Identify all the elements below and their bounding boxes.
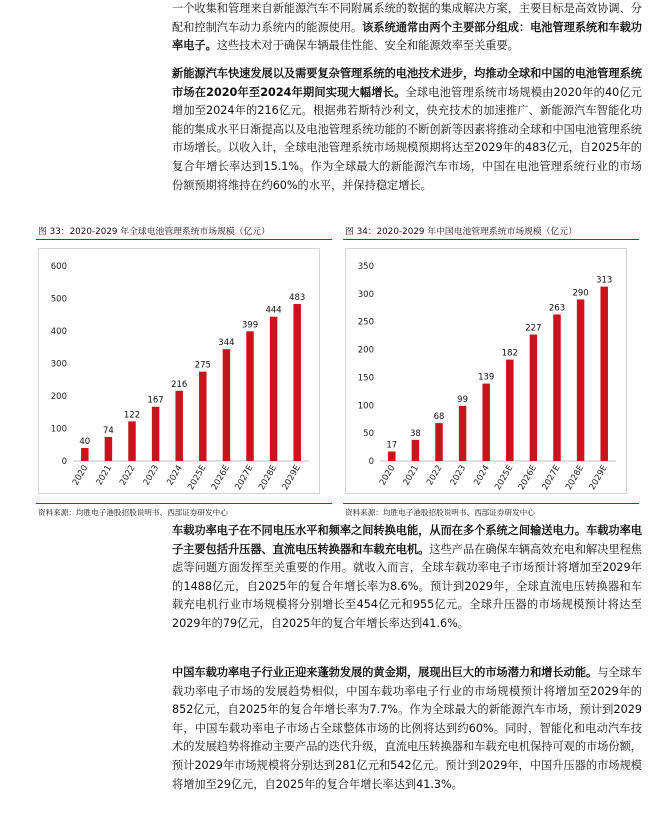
- data-label: 74: [102, 425, 114, 436]
- y-tick-label: 300: [357, 289, 374, 300]
- figure-34-source: 资料来源：均胜电子港股招股说明书、西部证券研发中心: [345, 508, 535, 517]
- x-tick-label: 2020: [377, 463, 398, 488]
- bar: [600, 287, 608, 461]
- x-tick-label: 2021: [94, 463, 114, 488]
- figure-34-chart: [345, 248, 627, 494]
- global-bms-bar-chart: [39, 249, 319, 493]
- x-tick-label: 2022: [118, 463, 138, 488]
- data-label: 216: [171, 379, 188, 390]
- bar: [412, 440, 420, 461]
- paragraph-4-text: 与全球车载功率电子市场的发展趋势相似，中国车载功率电子行业的市场规模预计将增加至2029年的852亿元，自2025年的复合年增长率为7.7%。作为全球最大的新能源汽车市场，预计到2029年，中国车载功率电子市场占全球整体市场的比例将达到约60%。同时，智能化和电动汽车技术的发展趋势将推动主要产品的迭代升级，直流电压转换器和车载充电机保持可观的市场份额，预计2029年市场规模将分别达到281亿元和542亿元。预计到2029年，中国升压器的市场规模将增加至29亿元，自2025年的复合年增长率达到41.3%。: [172, 666, 642, 791]
- x-tick-label: 2028E: [564, 463, 587, 492]
- x-tick-label: 2020: [70, 463, 91, 488]
- y-tick-label: 100: [357, 401, 374, 412]
- data-label: 275: [194, 360, 211, 371]
- bar: [530, 335, 538, 461]
- bar: [128, 421, 136, 461]
- bar: [223, 349, 231, 461]
- x-tick-label: 2023: [448, 463, 469, 488]
- paragraph-3: [172, 522, 642, 634]
- bar: [388, 452, 396, 461]
- paragraph-1-bold: 该系统通常由两个主要部分组成：电池管理系统和车载功率电子。: [172, 20, 642, 53]
- data-label: 227: [525, 323, 542, 334]
- bar: [81, 448, 89, 461]
- figure-33-chart: [38, 248, 320, 494]
- y-tick-label: 500: [50, 294, 67, 305]
- data-label: 139: [478, 372, 495, 383]
- paragraph-4: [172, 664, 642, 794]
- x-tick-label: 2024: [472, 463, 492, 488]
- paragraph-2-text: 全球电池管理系统市场规模由2020年的40亿元增加至2024年的216亿元。根据弗若斯特沙利文，快充技术的加速推广、新能源汽车智能化功能的集成水平日渐提高以及电池管理系统功能的不断创新等因素将推动全球和中国电池管理系统市场增长。以收入计，全球电池管理系统市场规模预期将达至2029年的483亿元，自2025年的复合年增长率达到15.1%。作为全球最大的新能源汽车市场，中国在电池管理系统行业的市场份额预期将维持在约60%的水平，并保持稳定增长。: [172, 85, 642, 192]
- bar: [152, 407, 160, 461]
- bar: [577, 299, 585, 461]
- y-tick-label: 0: [61, 457, 67, 467]
- x-tick-label: 2029E: [587, 463, 610, 492]
- y-tick-label: 0: [368, 457, 374, 467]
- data-label: 182: [501, 348, 518, 359]
- figure-34-top-rule: [343, 239, 639, 240]
- x-tick-label: 2021: [401, 463, 421, 488]
- paragraph-3-bold: 车载功率电子在不同电压水平和频率之间转换电能，从而在多个系统之间输送电力。车载功率电子主要包括升压器、直流电压转换器和车载充电机。: [172, 524, 642, 556]
- x-tick-label: 2027E: [540, 463, 563, 492]
- y-tick-label: 200: [357, 345, 374, 356]
- x-tick-label: 2024: [165, 463, 185, 488]
- bar: [459, 406, 467, 461]
- figure-34-bottom-rule: [343, 503, 639, 504]
- data-label: 313: [596, 275, 613, 286]
- data-label: 38: [409, 428, 421, 439]
- y-tick-label: 150: [357, 373, 374, 384]
- paragraph-2-bold: 新能源汽车快速发展以及需要复杂管理系统的电池技术进步，均推动全球和中国的电池管理系统市场在2020年至2024年期间实现大幅增长。: [172, 67, 642, 99]
- y-tick-label: 200: [50, 392, 67, 402]
- bar: [482, 384, 490, 461]
- figure-33-bottom-rule: [36, 503, 332, 504]
- data-label: 399: [241, 320, 259, 331]
- bar: [506, 360, 514, 461]
- x-tick-label: 2025E: [493, 463, 516, 492]
- figure-33-top-rule: [36, 239, 332, 240]
- x-tick-label: 2029E: [280, 463, 303, 492]
- x-tick-label: 2022: [425, 463, 445, 488]
- x-tick-label: 2027E: [233, 463, 256, 492]
- bar: [270, 317, 278, 461]
- china-bms-bar-chart: [346, 249, 626, 493]
- y-tick-label: 250: [357, 317, 374, 328]
- bar: [293, 304, 301, 461]
- y-tick-label: 100: [50, 424, 67, 435]
- y-tick-label: 50: [363, 429, 374, 440]
- data-label: 40: [79, 437, 91, 447]
- data-label: 122: [123, 410, 141, 421]
- x-tick-label: 2028E: [257, 463, 280, 492]
- data-label: 17: [386, 440, 398, 451]
- paragraph-4-bold: 中国车载功率电子行业正迎来蓬勃发展的黄金期，展现出巨大的市场潜力和增长动能。: [172, 666, 598, 679]
- bar: [199, 372, 207, 461]
- bar: [105, 437, 113, 461]
- bar: [435, 423, 443, 461]
- x-tick-label: 2025E: [186, 463, 209, 492]
- bar: [246, 331, 254, 461]
- data-label: 99: [457, 394, 469, 405]
- figure-34-title: 图 34：2020-2029 年中国电池管理系统市场规模（亿元）: [345, 227, 577, 237]
- data-label: 444: [265, 305, 282, 316]
- figure-33-source: 资料来源：均胜电子港股招股说明书、西部证券研发中心: [38, 508, 228, 517]
- data-label: 167: [147, 395, 164, 406]
- x-tick-label: 2023: [141, 463, 162, 488]
- data-label: 68: [433, 412, 445, 423]
- bar: [553, 314, 561, 461]
- paragraph-2: [172, 65, 642, 195]
- paragraph-1-text: 一个收集和管理来自新能源汽车不同附属系统的数据的集成解决方案，主要目标是高效协调、分配和控制汽车动力系统内的能源使用。: [172, 2, 642, 34]
- paragraph-3-text: 这些产品在确保车辆高效充电和解决里程焦虑等问题方面发挥至关重要的作用。就收入而言，全球车载功率电子市场预计将增加至2029年的1488亿元，自2025年的复合年增长率为8.6%。预计到2029年，全球直流电压转换器和车载充电机行业市场规模将分别增长至454亿元和955亿元。全球升压器的市场规模预计将达至2029年的79亿元，自2025年的复合年增长率达到41.6%。: [172, 542, 642, 630]
- x-tick-label: 2026E: [516, 463, 539, 492]
- paragraph-1-tail: 这些技术对于确保车辆最佳性能、安全和能源效率至关重要。: [216, 39, 519, 53]
- y-tick-label: 350: [357, 262, 374, 272]
- y-tick-label: 300: [50, 359, 67, 370]
- paragraph-1: [172, 0, 642, 56]
- figure-33-title: 图 33：2020-2029 年全球电池管理系统市场规模（亿元）: [38, 227, 270, 237]
- data-label: 483: [289, 293, 306, 304]
- bar: [175, 391, 183, 461]
- y-tick-label: 600: [50, 262, 67, 272]
- data-label: 263: [548, 303, 566, 314]
- x-tick-label: 2026E: [209, 463, 232, 492]
- y-tick-label: 400: [50, 327, 67, 337]
- data-label: 290: [572, 288, 589, 299]
- data-label: 344: [218, 338, 235, 349]
